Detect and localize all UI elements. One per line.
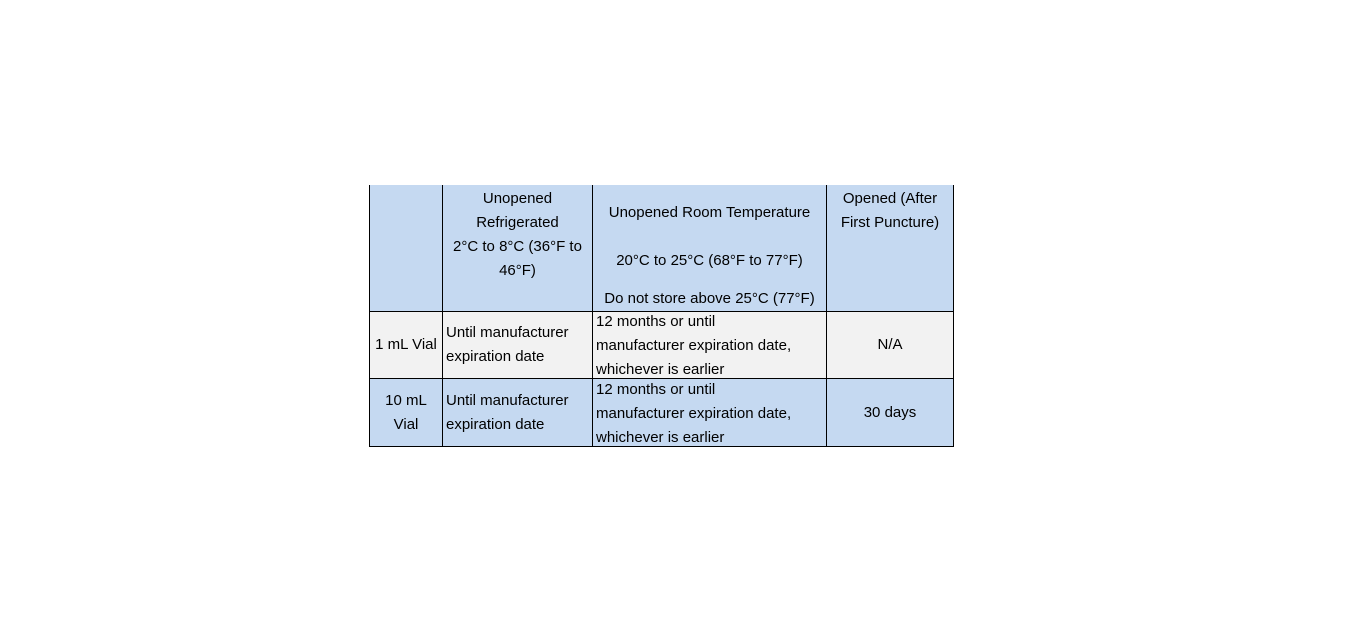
refrigerated-value-line2: expiration date xyxy=(446,348,545,365)
storage-table xyxy=(369,185,954,447)
refrigerated-value-cell xyxy=(443,312,593,379)
vial-size-cell xyxy=(370,379,443,447)
room-temp-value-line1: 12 months or until xyxy=(596,313,716,330)
header-opened-cell xyxy=(827,185,954,312)
vial-size-cell xyxy=(370,312,443,379)
room-temp-value-line2: manufacturer expiration date, xyxy=(596,404,792,422)
table-row xyxy=(370,379,954,447)
opened-value: 30 days xyxy=(863,403,917,421)
header-refrigerated-cell xyxy=(443,185,593,312)
header-refrigerated-line2: Refrigerated xyxy=(476,214,559,231)
refrigerated-value-line1: Until manufacturer xyxy=(446,324,569,341)
vial-size-label-line1: 10 mL xyxy=(385,391,427,409)
refrigerated-value-line1: Until manufacturer xyxy=(446,391,569,409)
room-temp-value-line3: whichever is earlier xyxy=(596,361,725,374)
header-blank-cell xyxy=(370,185,443,312)
header-opened-line2: First Puncture) xyxy=(840,214,940,231)
opened-value-cell xyxy=(827,312,954,379)
room-temp-value-line1: 12 months or until xyxy=(596,380,716,398)
header-refrigerated-line1: Unopened xyxy=(482,190,553,207)
header-refrigerated-line4: 46°F) xyxy=(499,262,536,279)
header-room-temp-warning: Do not store above 25°C (77°F) xyxy=(604,290,815,307)
opened-value-cell xyxy=(827,379,954,447)
refrigerated-value-line2: expiration date xyxy=(446,415,545,433)
header-row xyxy=(370,185,954,312)
table-row xyxy=(370,312,954,379)
header-refrigerated-line3: 2°C to 8°C (36°F to xyxy=(453,238,582,255)
room-temp-value-cell xyxy=(593,312,827,379)
vial-size-label-line2: Vial xyxy=(393,415,419,433)
room-temp-value-cell xyxy=(593,379,827,447)
header-room-temp-cell xyxy=(593,185,827,312)
opened-value: N/A xyxy=(877,336,903,353)
vial-size-label: 1 mL Vial xyxy=(375,336,437,353)
header-opened-line1: Opened (After xyxy=(842,190,938,207)
refrigerated-value-cell xyxy=(443,379,593,447)
room-temp-value-line2: manufacturer expiration date, xyxy=(596,337,792,354)
room-temp-value-line3: whichever is earlier xyxy=(596,428,725,442)
header-room-temp-range: 20°C to 25°C (68°F to 77°F) xyxy=(616,252,803,269)
header-room-temp-title: Unopened Room Temperature xyxy=(608,204,811,221)
